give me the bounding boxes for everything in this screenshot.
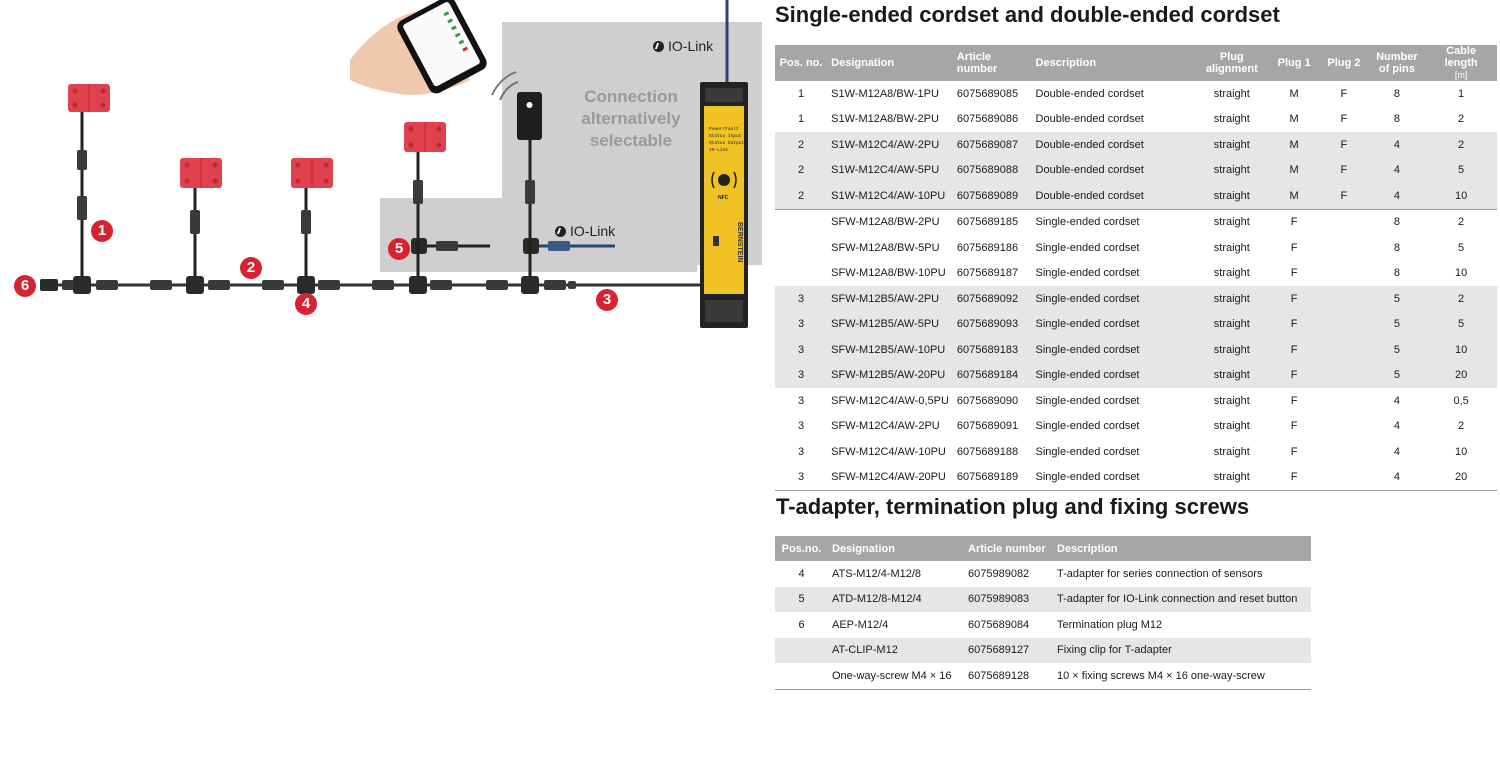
cell-alignment: straight <box>1213 394 1250 407</box>
cell-length: 5 <box>1425 158 1497 184</box>
table-row <box>775 663 1311 689</box>
cell-plug2 <box>1319 363 1368 389</box>
cell-description: 10 × fixing screws M4 × 16 one-way-screw <box>1053 663 1311 689</box>
cell-pos <box>775 663 828 689</box>
cell-designation: AT-CLIP-M12 <box>828 638 964 664</box>
cordset-table-title: Single-ended cordset and double-ended cordset <box>775 2 1280 27</box>
cell-pos: 6 <box>798 618 805 631</box>
cell-article: 6075689188 <box>956 445 1019 458</box>
cell-article: 6075689084 <box>968 618 1030 631</box>
position-marker-4: 4 <box>295 293 317 315</box>
cell-plug1: F <box>1290 445 1298 458</box>
cell-pins: 4 <box>1369 465 1426 491</box>
cell-article: 6075689092 <box>953 286 1032 312</box>
cell-pins: 8 <box>1393 87 1400 100</box>
col-pos-no: Pos. no. <box>775 45 827 81</box>
accessories-table-title: T-adapter, termination plug and fixing screws <box>776 494 1250 519</box>
cell-pins: 5 <box>1369 337 1426 363</box>
cell-plug2 <box>1319 337 1368 363</box>
cell-designation: SFW-M12B5/AW-10PU <box>827 337 953 363</box>
cell-designation: S1W-M12A8/BW-1PU <box>831 87 939 100</box>
cell-plug2: F <box>1319 183 1368 209</box>
cell-description: Double-ended cordset <box>1032 158 1195 184</box>
cell-pos <box>775 638 828 664</box>
status-line-1: Power/Fault <box>709 127 739 132</box>
cell-pos: 3 <box>775 465 827 491</box>
cell-alignment: straight <box>1195 158 1269 184</box>
cell-pos <box>775 235 827 261</box>
cell-description: Double-ended cordset <box>1035 87 1144 100</box>
col-cable-length <box>1425 45 1497 81</box>
cell-alignment: straight <box>1195 465 1269 491</box>
controller-top-terminal <box>705 88 743 102</box>
cell-plug1: F <box>1269 465 1319 491</box>
cell-alignment: straight <box>1213 113 1250 126</box>
cell-length: 5 <box>1458 241 1465 254</box>
cell-designation: SFW-M12B5/AW-2PU <box>827 286 953 312</box>
cell-description: Single-ended cordset <box>1032 286 1195 312</box>
position-marker-3: 3 <box>596 289 618 311</box>
cell-length: 10 <box>1454 445 1468 458</box>
cell-description: Termination plug M12 <box>1057 618 1163 631</box>
controller-bottom-terminal <box>705 300 743 322</box>
cell-designation: One-way-screw M4 × 16 <box>828 663 964 689</box>
cell-pins: 4 <box>1393 420 1400 433</box>
cell-plug1: F <box>1290 241 1298 254</box>
cell-designation: SFW-M12C4/AW-10PU <box>831 445 946 458</box>
cell-pins: 5 <box>1369 312 1426 338</box>
cell-description: Single-ended cordset <box>1035 394 1140 407</box>
table-row <box>775 638 1311 664</box>
cell-article: 6075689091 <box>956 420 1019 433</box>
cell-article: 6075689090 <box>956 394 1019 407</box>
io-link-logo-top <box>653 38 713 54</box>
cell-description: Single-ended cordset <box>1035 241 1140 254</box>
cell-length: 2 <box>1425 132 1497 158</box>
table-row <box>775 312 1497 338</box>
cell-article: 6075689189 <box>953 465 1032 491</box>
cell-description: Double-ended cordset <box>1035 113 1144 126</box>
cell-alignment: straight <box>1195 337 1269 363</box>
cell-article: 6075689088 <box>953 158 1032 184</box>
io-link-label: IO-Link <box>570 223 616 239</box>
cell-plug2 <box>1319 312 1368 338</box>
cell-pos: 1 <box>798 87 805 100</box>
cell-pos: 5 <box>775 587 828 613</box>
cell-designation: ATS-M12/4-M12/8 <box>832 567 922 580</box>
table-row <box>775 81 1497 107</box>
cell-pos: 1 <box>798 113 805 126</box>
io-link-label: IO-Link <box>668 38 714 54</box>
cell-pos: 3 <box>798 420 805 433</box>
cell-plug1: M <box>1289 87 1299 100</box>
cell-designation: ATD-M12/8-M12/4 <box>828 587 964 613</box>
table-row <box>775 612 1311 638</box>
cell-article: 6075689093 <box>953 312 1032 338</box>
cell-plug1: M <box>1269 132 1319 158</box>
cell-length: 10 <box>1454 267 1468 280</box>
cell-length: 10 <box>1425 337 1497 363</box>
cell-pins: 8 <box>1393 113 1400 126</box>
cell-pins: 4 <box>1369 183 1426 209</box>
cell-designation: S1W-M12A8/BW-2PU <box>831 113 939 126</box>
cell-alignment: straight <box>1195 286 1269 312</box>
cell-pos <box>775 209 827 235</box>
cell-designation: SFW-M12A8/BW-5PU <box>831 241 940 254</box>
cell-designation: S1W-M12C4/AW-10PU <box>827 183 953 209</box>
cell-pos <box>775 261 827 287</box>
status-line-3: Status Output <box>709 141 745 146</box>
selectable-connection-label: Connection alternatively selectable <box>581 87 681 150</box>
cell-alignment: straight <box>1195 183 1269 209</box>
cell-description: T-adapter for series connection of sensors <box>1057 567 1263 580</box>
cell-pos: 3 <box>775 363 827 389</box>
cell-alignment: straight <box>1213 87 1250 100</box>
cell-plug2 <box>1319 439 1368 465</box>
cell-plug1: M <box>1289 113 1299 126</box>
cell-description: Single-ended cordset <box>1035 445 1140 458</box>
cell-length: 2 <box>1458 420 1465 433</box>
cell-plug2 <box>1319 286 1368 312</box>
cell-article: 6075689087 <box>953 132 1032 158</box>
cable-length-label: Cable length <box>1444 45 1478 69</box>
cell-plug1: M <box>1269 183 1319 209</box>
cell-description: Single-ended cordset <box>1035 420 1140 433</box>
cell-length: 20 <box>1425 465 1497 491</box>
cell-length: 0,5 <box>1453 394 1469 407</box>
position-marker-6: 6 <box>14 275 36 297</box>
cell-length: 2 <box>1425 286 1497 312</box>
cell-plug1: F <box>1290 267 1298 280</box>
cell-plug2: F <box>1319 158 1368 184</box>
col-article-number: Article number <box>964 536 1053 561</box>
table-row <box>775 286 1497 312</box>
cell-pos: 3 <box>798 394 805 407</box>
cell-plug1: F <box>1290 394 1298 407</box>
cell-pos: 3 <box>775 312 827 338</box>
cell-length: 1 <box>1458 87 1465 100</box>
cell-plug2: F <box>1340 113 1348 126</box>
cell-plug1: M <box>1269 158 1319 184</box>
table-row <box>775 337 1497 363</box>
cell-plug1: F <box>1269 209 1319 235</box>
cell-designation: S1W-M12C4/AW-5PU <box>827 158 953 184</box>
cell-alignment: straight <box>1195 209 1269 235</box>
table-row <box>775 561 1311 587</box>
smartphone-illustration <box>350 0 518 100</box>
cell-article: 6075689086 <box>956 113 1019 126</box>
cell-alignment: straight <box>1195 132 1269 158</box>
cell-alignment: straight <box>1213 241 1250 254</box>
usb-port-icon <box>713 236 719 246</box>
cell-article: 6075689186 <box>956 241 1019 254</box>
col-number-of-pins: Number of pins <box>1369 45 1426 81</box>
cell-description: Fixing clip for T-adapter <box>1053 638 1311 664</box>
position-marker-1: 1 <box>91 220 113 242</box>
cordset-table <box>775 45 1497 491</box>
cell-article: 6075689089 <box>953 183 1032 209</box>
cell-plug1: F <box>1269 337 1319 363</box>
cell-article: 6075689127 <box>964 638 1053 664</box>
cell-article: 6075689187 <box>956 267 1019 280</box>
cell-pins: 5 <box>1369 286 1426 312</box>
cell-plug2 <box>1319 414 1368 440</box>
cell-description: Double-ended cordset <box>1032 183 1195 209</box>
cell-pos: 3 <box>798 445 805 458</box>
cell-description: Single-ended cordset <box>1032 312 1195 338</box>
col-pos-no: Pos.no. <box>775 536 828 561</box>
cell-pins: 8 <box>1393 267 1400 280</box>
cell-designation: SFW-M12A8/BW-2PU <box>827 209 953 235</box>
cell-length: 2 <box>1458 113 1465 126</box>
nfc-icon <box>718 174 730 186</box>
safety-sensors <box>68 84 446 188</box>
cell-plug2: F <box>1319 132 1368 158</box>
col-plug-2: Plug 2 <box>1319 45 1368 81</box>
table-row <box>775 363 1497 389</box>
table-row <box>775 465 1497 491</box>
cell-description: Single-ended cordset <box>1032 465 1195 491</box>
cell-plug2 <box>1319 465 1368 491</box>
connection-diagram <box>0 0 770 340</box>
table-row <box>775 132 1497 158</box>
table-row <box>775 209 1497 235</box>
col-description: Description <box>1053 536 1311 561</box>
cell-pins: 4 <box>1393 394 1400 407</box>
cell-article: 6075689185 <box>953 209 1032 235</box>
cell-pins: 4 <box>1393 445 1400 458</box>
cell-alignment: straight <box>1195 312 1269 338</box>
cell-plug1: F <box>1269 363 1319 389</box>
cell-length: 20 <box>1425 363 1497 389</box>
cell-article: 6075689085 <box>956 87 1019 100</box>
safety-controller <box>700 82 748 328</box>
cell-plug2 <box>1319 388 1368 414</box>
cell-designation: SFW-M12C4/AW-0,5PU <box>831 394 949 407</box>
col-designation: Designation <box>828 536 964 561</box>
rfid-reader <box>517 92 542 140</box>
cell-description: Single-ended cordset <box>1032 363 1195 389</box>
cell-article: 6075689184 <box>953 363 1032 389</box>
cell-pos: 2 <box>775 183 827 209</box>
accessories-table-header <box>775 536 1311 561</box>
cell-pins: 4 <box>1369 132 1426 158</box>
wireless-icon <box>527 102 533 108</box>
cell-alignment: straight <box>1213 445 1250 458</box>
col-plug-alignment: Plug alignment <box>1195 45 1269 81</box>
cell-pins: 8 <box>1393 241 1400 254</box>
cell-plug2 <box>1319 209 1368 235</box>
cell-plug1: F <box>1269 286 1319 312</box>
col-plug-1: Plug 1 <box>1269 45 1319 81</box>
cell-alignment: straight <box>1213 267 1250 280</box>
cell-designation: S1W-M12C4/AW-2PU <box>827 132 953 158</box>
cable-length-unit: [m] <box>1454 70 1468 80</box>
brand-label: BERNSTEIN <box>736 222 743 263</box>
table-row <box>775 388 1497 414</box>
cell-pins: 4 <box>1369 158 1426 184</box>
cell-plug2: F <box>1340 87 1348 100</box>
table-row <box>775 439 1497 465</box>
cell-pos: 3 <box>775 337 827 363</box>
table-row <box>775 183 1497 209</box>
io-link-logo-branch <box>555 223 615 239</box>
cell-pins: 8 <box>1369 209 1426 235</box>
cell-length: 5 <box>1425 312 1497 338</box>
cell-pos: 3 <box>775 286 827 312</box>
cell-plug1: F <box>1269 312 1319 338</box>
cell-description: Double-ended cordset <box>1032 132 1195 158</box>
cell-article: 6075689183 <box>953 337 1032 363</box>
cell-designation: SFW-M12B5/AW-20PU <box>827 363 953 389</box>
cell-alignment: straight <box>1195 363 1269 389</box>
cell-article: 6075689128 <box>964 663 1053 689</box>
cell-article: 6075989082 <box>968 567 1030 580</box>
cell-description: Single-ended cordset <box>1035 267 1140 280</box>
table-row <box>775 261 1497 287</box>
cell-length: 10 <box>1425 183 1497 209</box>
cell-description: Single-ended cordset <box>1032 209 1195 235</box>
cell-plug1: F <box>1290 420 1298 433</box>
cell-pins: 5 <box>1369 363 1426 389</box>
cell-pos: 4 <box>798 567 805 580</box>
cell-article: 6075989083 <box>964 587 1053 613</box>
table-row <box>775 235 1497 261</box>
accessories-table <box>775 536 1311 690</box>
cell-length: 2 <box>1425 209 1497 235</box>
cell-designation: SFW-M12A8/BW-10PU <box>831 267 946 280</box>
cell-designation: SFW-M12C4/AW-2PU <box>831 420 940 433</box>
cell-designation: SFW-M12C4/AW-20PU <box>827 465 953 491</box>
cell-designation: SFW-M12B5/AW-5PU <box>827 312 953 338</box>
col-article-number: Article number <box>953 45 1032 81</box>
position-marker-5: 5 <box>388 238 410 260</box>
status-line-4: IO-Link <box>709 148 728 153</box>
io-link-icon <box>653 41 664 52</box>
io-link-icon <box>555 226 566 237</box>
cell-plug2 <box>1319 261 1368 287</box>
cell-pos: 2 <box>775 158 827 184</box>
cell-alignment: straight <box>1213 420 1250 433</box>
table-row <box>775 414 1497 440</box>
table-row <box>775 587 1311 613</box>
col-designation: Designation <box>827 45 953 81</box>
cell-designation: AEP-M12/4 <box>832 618 889 631</box>
table-row <box>775 158 1497 184</box>
col-description: Description <box>1032 45 1195 81</box>
cell-description: T-adapter for IO-Link connection and reset button <box>1053 587 1311 613</box>
nfc-label: NFC <box>718 195 729 201</box>
cell-plug2 <box>1319 235 1368 261</box>
cell-pos: 2 <box>775 132 827 158</box>
status-line-2: Status Input <box>709 134 742 139</box>
termination-plug <box>40 279 58 291</box>
cordset-table-header <box>775 45 1497 81</box>
cell-description: Single-ended cordset <box>1032 337 1195 363</box>
position-marker-2: 2 <box>240 257 262 279</box>
table-row <box>775 107 1497 133</box>
